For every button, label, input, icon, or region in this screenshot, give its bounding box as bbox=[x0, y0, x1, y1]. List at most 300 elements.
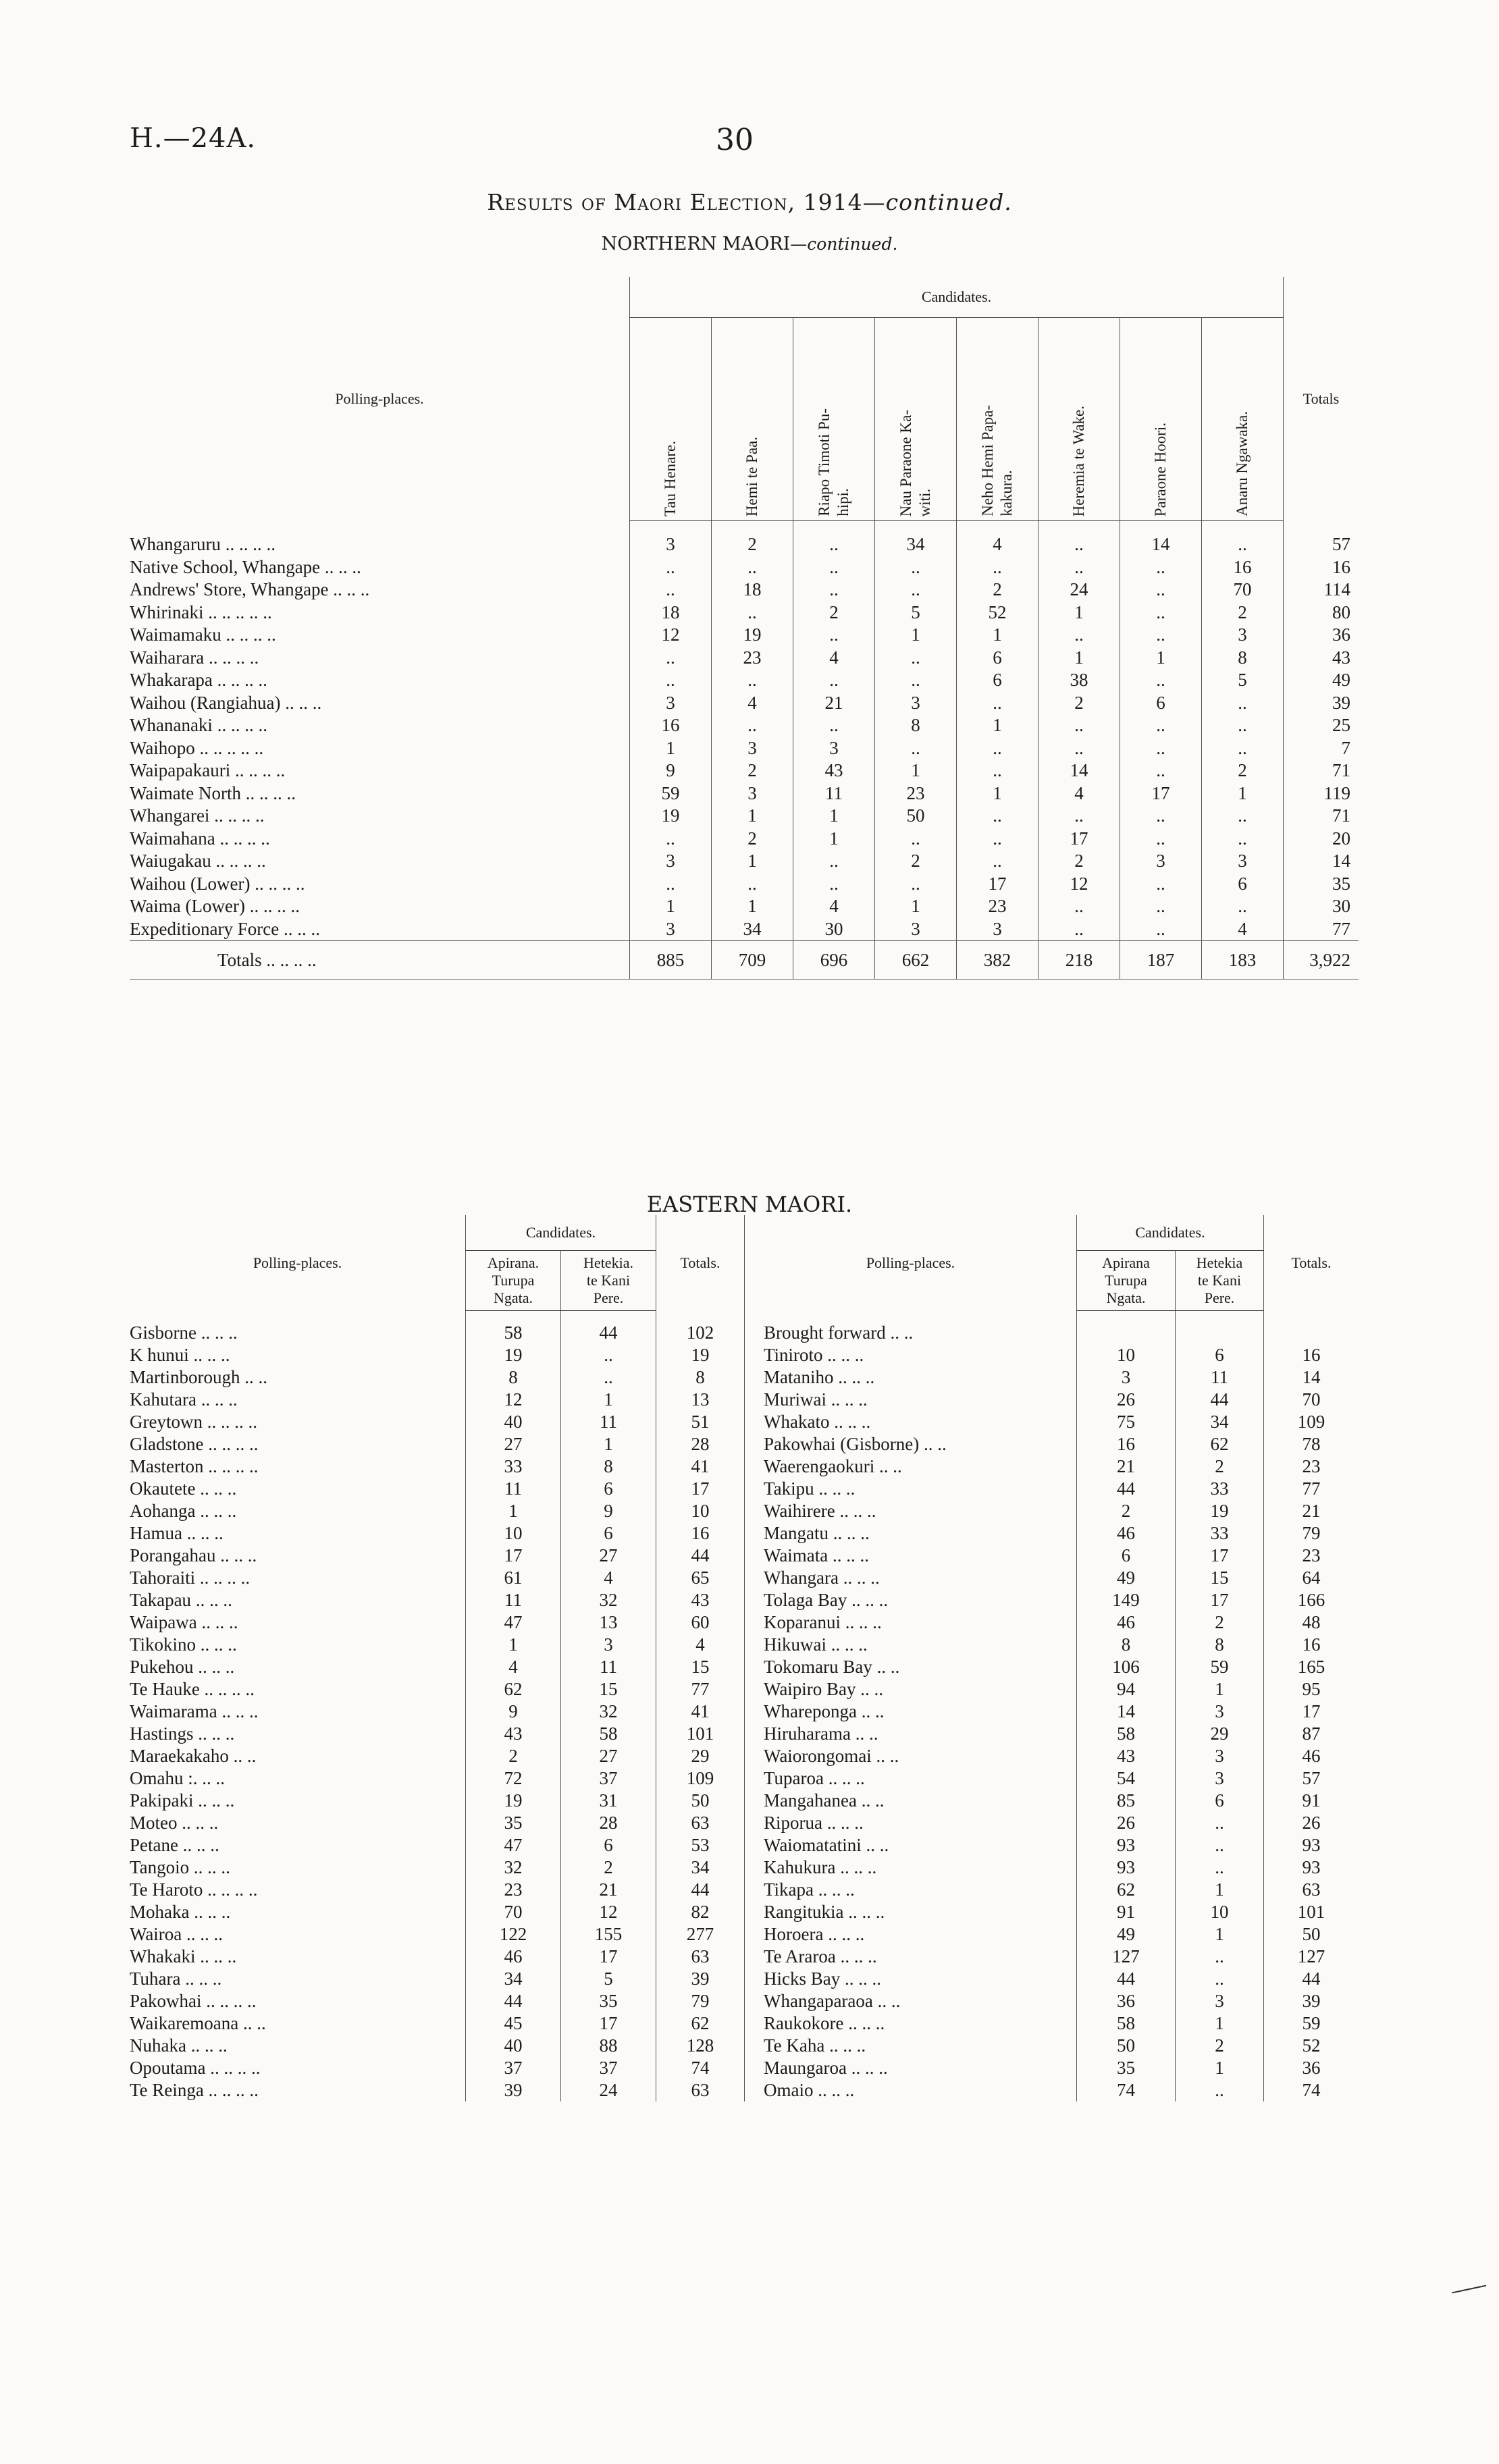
apirana-votes-cell: 19 bbox=[466, 1790, 561, 1812]
polling-place-cell bbox=[745, 1389, 1077, 1411]
vote-cell: 17 bbox=[1038, 828, 1120, 851]
leader-dots: .. .. .. bbox=[818, 1879, 855, 1900]
eastern-maori-title: EASTERN MAORI. bbox=[646, 1191, 853, 1217]
leader-dots: .. .. .. bbox=[200, 1501, 237, 1521]
leader-dots: .. .. .. bbox=[848, 2013, 885, 2033]
table-row bbox=[745, 1968, 1359, 1990]
apirana-votes-cell: 2 bbox=[1077, 1500, 1176, 1522]
hetekia-votes-cell: 6 bbox=[1176, 1790, 1264, 1812]
vote-cell: 4 bbox=[1038, 782, 1120, 805]
polling-place-cell bbox=[130, 1700, 466, 1723]
totals-header: Totals. bbox=[1264, 1215, 1359, 1311]
grand-total-cell: 3,922 bbox=[1284, 941, 1359, 980]
vote-cell: .. bbox=[793, 850, 875, 873]
hetekia-votes-cell: 1 bbox=[561, 1389, 656, 1411]
vote-cell: .. bbox=[875, 556, 957, 579]
vote-cell: 8 bbox=[1202, 647, 1284, 670]
leader-dots: .. .. bbox=[244, 1367, 267, 1387]
table-row bbox=[130, 692, 1359, 715]
hetekia-votes-cell: 59 bbox=[1176, 1656, 1264, 1678]
apirana-votes-cell: 91 bbox=[1077, 1901, 1176, 1923]
polling-place-name: Whakarapa bbox=[130, 670, 213, 690]
totals-header: Totals bbox=[1284, 277, 1359, 521]
polling-place-cell bbox=[745, 1812, 1077, 1834]
polling-place-cell bbox=[745, 1433, 1077, 1455]
vote-cell: 70 bbox=[1202, 579, 1284, 601]
total-cell: 39 bbox=[1264, 1990, 1359, 2012]
table-row bbox=[745, 1433, 1359, 1455]
leader-dots: .. .. bbox=[861, 1790, 885, 1811]
leader-dots: .. .. .. bbox=[201, 1612, 238, 1632]
polling-place-name: Hiruharama bbox=[764, 1723, 851, 1744]
hetekia-votes-cell: 37 bbox=[561, 1767, 656, 1790]
vote-cell: .. bbox=[1038, 805, 1120, 828]
hetekia-votes-cell: 21 bbox=[561, 1879, 656, 1901]
total-cell: 101 bbox=[1264, 1901, 1359, 1923]
table-row bbox=[745, 1366, 1359, 1389]
table-row bbox=[130, 850, 1359, 873]
vote-total-cell: 218 bbox=[1038, 941, 1120, 980]
polling-place-cell bbox=[745, 1500, 1077, 1522]
vote-cell: 38 bbox=[1038, 669, 1120, 692]
table-row bbox=[745, 1634, 1359, 1656]
leader-dots: .. .. .. .. bbox=[245, 782, 296, 803]
apirana-votes-cell: 4 bbox=[466, 1656, 561, 1678]
polling-place-name: Tolaga Bay bbox=[764, 1590, 847, 1610]
polling-place-cell bbox=[130, 579, 630, 601]
vote-cell: 19 bbox=[712, 624, 793, 647]
polling-place-name: Raukokore bbox=[764, 2013, 844, 2033]
vote-cell: 1 bbox=[1038, 647, 1120, 670]
polling-place-cell bbox=[745, 1634, 1077, 1656]
polling-place-cell bbox=[130, 1968, 466, 1990]
document-title-main: Results of Maori Election, 1914 bbox=[487, 189, 863, 215]
total-cell: 52 bbox=[1264, 2035, 1359, 2057]
leader-dots: .. .. bbox=[233, 1746, 257, 1766]
total-cell: 41 bbox=[656, 1700, 745, 1723]
polling-place-cell bbox=[745, 2012, 1077, 2035]
apirana-votes-cell: 47 bbox=[466, 1834, 561, 1856]
leader-dots: .. .. .. .. bbox=[217, 670, 267, 690]
total-cell: 51 bbox=[656, 1411, 745, 1433]
apirana-votes-cell: 26 bbox=[1077, 1812, 1176, 1834]
apirana-votes-cell: 74 bbox=[1077, 2079, 1176, 2101]
vote-cell: .. bbox=[875, 647, 957, 670]
apirana-votes-cell: 17 bbox=[466, 1545, 561, 1567]
polling-place-name: Whakato bbox=[764, 1412, 830, 1432]
total-cell: 57 bbox=[1264, 1767, 1359, 1790]
vote-cell: 3 bbox=[875, 692, 957, 715]
polling-place-cell bbox=[745, 1522, 1077, 1545]
leader-dots: .. .. .. bbox=[833, 1545, 870, 1565]
table-row bbox=[745, 1611, 1359, 1634]
table-row bbox=[130, 1366, 744, 1389]
polling-place-cell bbox=[745, 1968, 1077, 1990]
polling-place-name: Kahutara bbox=[130, 1389, 196, 1410]
apirana-votes-cell: 46 bbox=[466, 1946, 561, 1968]
total-cell: 74 bbox=[1264, 2079, 1359, 2101]
total-cell: 4 bbox=[656, 1634, 745, 1656]
vote-total-cell: 885 bbox=[630, 941, 712, 980]
vote-cell: 1 bbox=[712, 850, 793, 873]
vote-cell: 1 bbox=[957, 782, 1038, 805]
leader-dots: .. .. .. bbox=[193, 1857, 230, 1877]
vote-cell: 1 bbox=[957, 624, 1038, 647]
vote-cell: .. bbox=[875, 737, 957, 760]
hetekia-votes-cell: 12 bbox=[561, 1901, 656, 1923]
polling-place-name: Native School, Whangape bbox=[130, 556, 321, 577]
polling-place-cell bbox=[130, 1767, 466, 1790]
northern-subtitle-main: NORTHERN MAORI bbox=[601, 234, 791, 255]
vote-cell: .. bbox=[1202, 828, 1284, 851]
polling-place-cell bbox=[745, 1700, 1077, 1723]
hetekia-votes-cell: 2 bbox=[561, 1856, 656, 1879]
leader-dots: .. .. .. bbox=[324, 556, 361, 577]
table-row bbox=[130, 918, 1359, 941]
hetekia-votes-cell: 1 bbox=[1176, 2057, 1264, 2079]
table-row bbox=[130, 2057, 744, 2079]
total-cell: 63 bbox=[656, 1812, 745, 1834]
vote-cell: 9 bbox=[630, 759, 712, 782]
leader-dots: .. .. .. bbox=[829, 2035, 866, 2056]
total-cell: 28 bbox=[656, 1433, 745, 1455]
leader-dots: .. .. .. .. bbox=[225, 533, 275, 554]
vote-total-cell: 183 bbox=[1202, 941, 1284, 980]
total-cell: 114 bbox=[1284, 579, 1359, 601]
vote-cell: .. bbox=[1202, 521, 1284, 556]
vote-cell: .. bbox=[957, 850, 1038, 873]
polling-place-name: Petane bbox=[130, 1835, 178, 1855]
total-cell: 43 bbox=[1284, 647, 1359, 670]
total-cell: 71 bbox=[1284, 805, 1359, 828]
apirana-votes-cell: 14 bbox=[1077, 1700, 1176, 1723]
vote-cell: .. bbox=[1202, 714, 1284, 737]
candidate-header bbox=[1120, 318, 1202, 521]
vote-cell: 43 bbox=[793, 759, 875, 782]
polling-place-name: Mohaka bbox=[130, 1902, 190, 1922]
polling-place-name: Koparanui bbox=[764, 1612, 841, 1632]
candidate-header bbox=[1202, 318, 1284, 521]
table-row bbox=[130, 521, 1359, 556]
polling-place-cell bbox=[745, 1611, 1077, 1634]
apirana-votes-cell: 58 bbox=[1077, 2012, 1176, 2035]
polling-place-cell bbox=[130, 556, 630, 579]
hetekia-votes-cell: 13 bbox=[561, 1611, 656, 1634]
polling-place-cell bbox=[130, 805, 630, 828]
total-cell: 277 bbox=[656, 1923, 745, 1946]
candidate-name: Riapo Timoti Pu- hipi. bbox=[816, 408, 851, 516]
vote-cell: .. bbox=[1120, 918, 1202, 941]
hetekia-votes-cell: 44 bbox=[561, 1311, 656, 1345]
vote-cell: 1 bbox=[1120, 647, 1202, 670]
apirana-votes-cell: 43 bbox=[466, 1723, 561, 1745]
polling-place-name: Te Kaha bbox=[764, 2035, 825, 2056]
polling-place-cell bbox=[130, 1411, 466, 1433]
apirana-votes-cell: 49 bbox=[1077, 1923, 1176, 1946]
apirana-votes-cell: 93 bbox=[1077, 1856, 1176, 1879]
vote-cell: .. bbox=[712, 714, 793, 737]
table-row bbox=[130, 1522, 744, 1545]
table-row bbox=[745, 1946, 1359, 1968]
apirana-votes-cell: 44 bbox=[1077, 1478, 1176, 1500]
total-cell: 17 bbox=[656, 1478, 745, 1500]
table-row bbox=[745, 2035, 1359, 2057]
leader-dots: .. .. .. bbox=[283, 918, 320, 939]
apirana-votes-cell: 58 bbox=[466, 1311, 561, 1345]
polling-place-cell bbox=[130, 624, 630, 647]
total-cell: 50 bbox=[656, 1790, 745, 1812]
apirana-votes-cell: 37 bbox=[466, 2057, 561, 2079]
apirana-votes-cell: 47 bbox=[466, 1611, 561, 1634]
table-row bbox=[745, 1767, 1359, 1790]
leader-dots: .. .. .. bbox=[201, 1322, 238, 1343]
polling-place-cell bbox=[745, 1990, 1077, 2012]
leader-dots: .. .. .. .. bbox=[219, 828, 270, 849]
polling-place-name: Whangarei bbox=[130, 805, 210, 826]
polling-place-cell bbox=[745, 1311, 1077, 1345]
polling-places-header: Polling-places. bbox=[335, 390, 424, 407]
table-row bbox=[130, 828, 1359, 851]
polling-place-name: Hamua bbox=[130, 1523, 182, 1543]
total-cell: 62 bbox=[656, 2012, 745, 2035]
total-cell: 93 bbox=[1264, 1834, 1359, 1856]
vote-cell: .. bbox=[1120, 895, 1202, 918]
vote-cell: 2 bbox=[712, 828, 793, 851]
polling-place-name: Masterton .. bbox=[130, 1456, 217, 1476]
total-cell: 44 bbox=[1264, 1968, 1359, 1990]
vote-cell: 3 bbox=[793, 737, 875, 760]
candidate-header bbox=[875, 318, 957, 521]
apirana-votes-cell: 21 bbox=[1077, 1455, 1176, 1478]
total-cell: 16 bbox=[1264, 1344, 1359, 1366]
table-row bbox=[130, 2035, 744, 2057]
polling-place-name: Riporua bbox=[764, 1813, 822, 1833]
polling-place-name: Greytown .. bbox=[130, 1412, 217, 1432]
table-row bbox=[745, 1723, 1359, 1745]
table-row bbox=[130, 1389, 744, 1411]
table-row bbox=[745, 1990, 1359, 2012]
apirana-votes-cell: 40 bbox=[466, 1411, 561, 1433]
vote-cell: .. bbox=[1202, 895, 1284, 918]
leader-dots: .. .. .. .. bbox=[226, 624, 276, 645]
table-row bbox=[130, 737, 1359, 760]
leader-dots: .. .. .. .. bbox=[214, 805, 265, 826]
total-cell: 63 bbox=[1264, 1879, 1359, 1901]
eastern-maori-table-right bbox=[744, 1215, 1359, 2101]
hetekia-votes-cell: 3 bbox=[1176, 1990, 1264, 2012]
polling-place-name: Maungaroa bbox=[764, 2058, 847, 2078]
table-row bbox=[130, 647, 1359, 670]
vote-cell: 50 bbox=[875, 805, 957, 828]
vote-cell: 5 bbox=[1202, 669, 1284, 692]
total-cell: 15 bbox=[656, 1656, 745, 1678]
hetekia-votes-cell: 58 bbox=[561, 1723, 656, 1745]
apirana-votes-cell: 12 bbox=[466, 1389, 561, 1411]
polling-place-cell bbox=[745, 1834, 1077, 1856]
hetekia-votes-cell: 24 bbox=[561, 2079, 656, 2101]
polling-place-cell bbox=[745, 1411, 1077, 1433]
polling-place-cell bbox=[130, 2035, 466, 2057]
vote-cell: .. bbox=[793, 714, 875, 737]
hetekia-votes-cell: 3 bbox=[1176, 1745, 1264, 1767]
polling-place-cell bbox=[745, 2079, 1077, 2101]
vote-cell: .. bbox=[957, 556, 1038, 579]
apirana-votes-cell: 10 bbox=[1077, 1344, 1176, 1366]
total-cell: 119 bbox=[1284, 782, 1359, 805]
vote-cell: .. bbox=[875, 669, 957, 692]
candidate-header: Apirana Turupa Ngata. bbox=[1077, 1251, 1176, 1311]
polling-place-name: Martinborough bbox=[130, 1367, 240, 1387]
polling-place-name: Whakaki bbox=[130, 1946, 196, 1966]
polling-places-header: Polling-places. bbox=[745, 1215, 1077, 1311]
table-row bbox=[130, 1678, 744, 1700]
polling-place-cell bbox=[130, 1923, 466, 1946]
vote-cell: 16 bbox=[630, 714, 712, 737]
total-cell: 17 bbox=[1264, 1700, 1359, 1723]
polling-place-cell bbox=[130, 1366, 466, 1389]
total-cell: 65 bbox=[656, 1567, 745, 1589]
polling-place-cell bbox=[130, 1389, 466, 1411]
hetekia-votes-cell: 35 bbox=[561, 1990, 656, 2012]
polling-place-name: Whananaki bbox=[130, 715, 213, 735]
totals-label: Totals bbox=[217, 950, 262, 970]
vote-cell: .. bbox=[793, 624, 875, 647]
leader-dots: .. .. .. bbox=[221, 1434, 259, 1454]
apirana-votes-cell: 11 bbox=[466, 1589, 561, 1611]
total-cell: 77 bbox=[656, 1678, 745, 1700]
polling-place-cell bbox=[745, 2057, 1077, 2079]
vote-cell: .. bbox=[793, 521, 875, 556]
vote-cell: 2 bbox=[875, 850, 957, 873]
polling-place-cell bbox=[130, 782, 630, 805]
apirana-votes-cell: 61 bbox=[466, 1567, 561, 1589]
polling-place-cell bbox=[745, 1589, 1077, 1611]
hetekia-votes-cell bbox=[1176, 1311, 1264, 1345]
polling-place-name: Te Araroa bbox=[764, 1946, 836, 1966]
vote-cell: 4 bbox=[793, 895, 875, 918]
vote-cell: 12 bbox=[630, 624, 712, 647]
leader-dots: .. .. .. bbox=[828, 1924, 865, 1944]
apirana-votes-cell: 93 bbox=[1077, 1834, 1176, 1856]
total-cell: 48 bbox=[1264, 1611, 1359, 1634]
table-row bbox=[130, 1790, 744, 1812]
table-row bbox=[130, 1879, 744, 1901]
total-cell: 71 bbox=[1284, 759, 1359, 782]
hetekia-votes-cell: .. bbox=[1176, 1968, 1264, 1990]
total-cell: 35 bbox=[1284, 873, 1359, 896]
vote-cell: 3 bbox=[630, 850, 712, 873]
polling-place-cell bbox=[130, 1611, 466, 1634]
polling-place-name: Pakowhai (Gisborne) bbox=[764, 1434, 920, 1454]
table-row bbox=[745, 2012, 1359, 2035]
table-row bbox=[130, 782, 1359, 805]
vote-cell: .. bbox=[1038, 737, 1120, 760]
table-row bbox=[130, 1500, 744, 1522]
vote-cell: 1 bbox=[630, 895, 712, 918]
hetekia-votes-cell: 6 bbox=[561, 1834, 656, 1856]
apirana-votes-cell: 85 bbox=[1077, 1790, 1176, 1812]
candidates-header: Candidates. bbox=[466, 1215, 656, 1251]
polling-place-name: Waihopo .. bbox=[130, 737, 209, 758]
polling-place-cell bbox=[130, 1545, 466, 1567]
apirana-votes-cell: 75 bbox=[1077, 1411, 1176, 1433]
candidate-header bbox=[1038, 318, 1120, 521]
vote-cell: 17 bbox=[1120, 782, 1202, 805]
leader-dots: .. .. .. bbox=[285, 692, 322, 713]
table-row bbox=[130, 1723, 744, 1745]
leader-dots: .. .. .. .. bbox=[255, 873, 305, 894]
leader-dots: .. .. .. bbox=[845, 1612, 882, 1632]
table-row bbox=[745, 1389, 1359, 1411]
candidate-header: Hetekia te Kani Pere. bbox=[1176, 1251, 1264, 1311]
vote-cell: 23 bbox=[712, 647, 793, 670]
table-row bbox=[745, 1522, 1359, 1545]
vote-cell: 23 bbox=[957, 895, 1038, 918]
vote-cell: .. bbox=[957, 828, 1038, 851]
polling-place-cell bbox=[745, 1678, 1077, 1700]
table-row bbox=[130, 1411, 744, 1433]
apirana-votes-cell: 62 bbox=[466, 1678, 561, 1700]
hetekia-votes-cell: 155 bbox=[561, 1923, 656, 1946]
table-row bbox=[130, 1812, 744, 1834]
table-row bbox=[745, 2057, 1359, 2079]
polling-place-name: Opoutama .. bbox=[130, 2058, 219, 2078]
vote-cell: .. bbox=[630, 579, 712, 601]
vote-cell: .. bbox=[793, 579, 875, 601]
polling-place-name: Te Haroto .. bbox=[130, 1879, 217, 1900]
vote-cell: 1 bbox=[793, 805, 875, 828]
table-row bbox=[745, 1567, 1359, 1589]
polling-place-name: Whangara bbox=[764, 1568, 839, 1588]
vote-cell: .. bbox=[1038, 714, 1120, 737]
polling-place-cell bbox=[130, 1311, 466, 1345]
polling-place-cell bbox=[745, 1923, 1077, 1946]
hetekia-votes-cell: 34 bbox=[1176, 1411, 1264, 1433]
polling-place-cell bbox=[130, 1522, 466, 1545]
apirana-votes-cell: 10 bbox=[466, 1522, 561, 1545]
polling-place-cell bbox=[130, 1433, 466, 1455]
polling-place-cell bbox=[130, 1656, 466, 1678]
polling-place-name: Tuparoa bbox=[764, 1768, 824, 1788]
polling-place-name: Nuhaka bbox=[130, 2035, 186, 2056]
hetekia-votes-cell: 17 bbox=[561, 2012, 656, 2035]
polling-place-name: Waiugakau bbox=[130, 851, 211, 871]
polling-place-cell bbox=[130, 895, 630, 918]
total-cell: 30 bbox=[1284, 895, 1359, 918]
vote-cell: .. bbox=[1202, 805, 1284, 828]
table-row bbox=[745, 1656, 1359, 1678]
hetekia-votes-cell: .. bbox=[561, 1366, 656, 1389]
hetekia-votes-cell: 44 bbox=[1176, 1389, 1264, 1411]
table-row bbox=[130, 1567, 744, 1589]
leader-dots: .. .. bbox=[855, 1723, 878, 1744]
leader-dots: .. .. .. bbox=[195, 1590, 232, 1610]
table-row bbox=[130, 759, 1359, 782]
table-row bbox=[745, 1923, 1359, 1946]
vote-cell: 3 bbox=[1202, 624, 1284, 647]
total-cell: 21 bbox=[1264, 1500, 1359, 1522]
polling-place-cell bbox=[745, 1567, 1077, 1589]
polling-place-cell bbox=[745, 1478, 1077, 1500]
vote-cell: 2 bbox=[1202, 759, 1284, 782]
polling-place-name: Takapau bbox=[130, 1590, 192, 1610]
leader-dots: .. .. .. bbox=[818, 2080, 855, 2100]
vote-cell: .. bbox=[875, 579, 957, 601]
apirana-votes-cell: 34 bbox=[466, 1968, 561, 1990]
table-row bbox=[745, 1344, 1359, 1366]
table-row bbox=[130, 556, 1359, 579]
hetekia-votes-cell: 32 bbox=[561, 1700, 656, 1723]
